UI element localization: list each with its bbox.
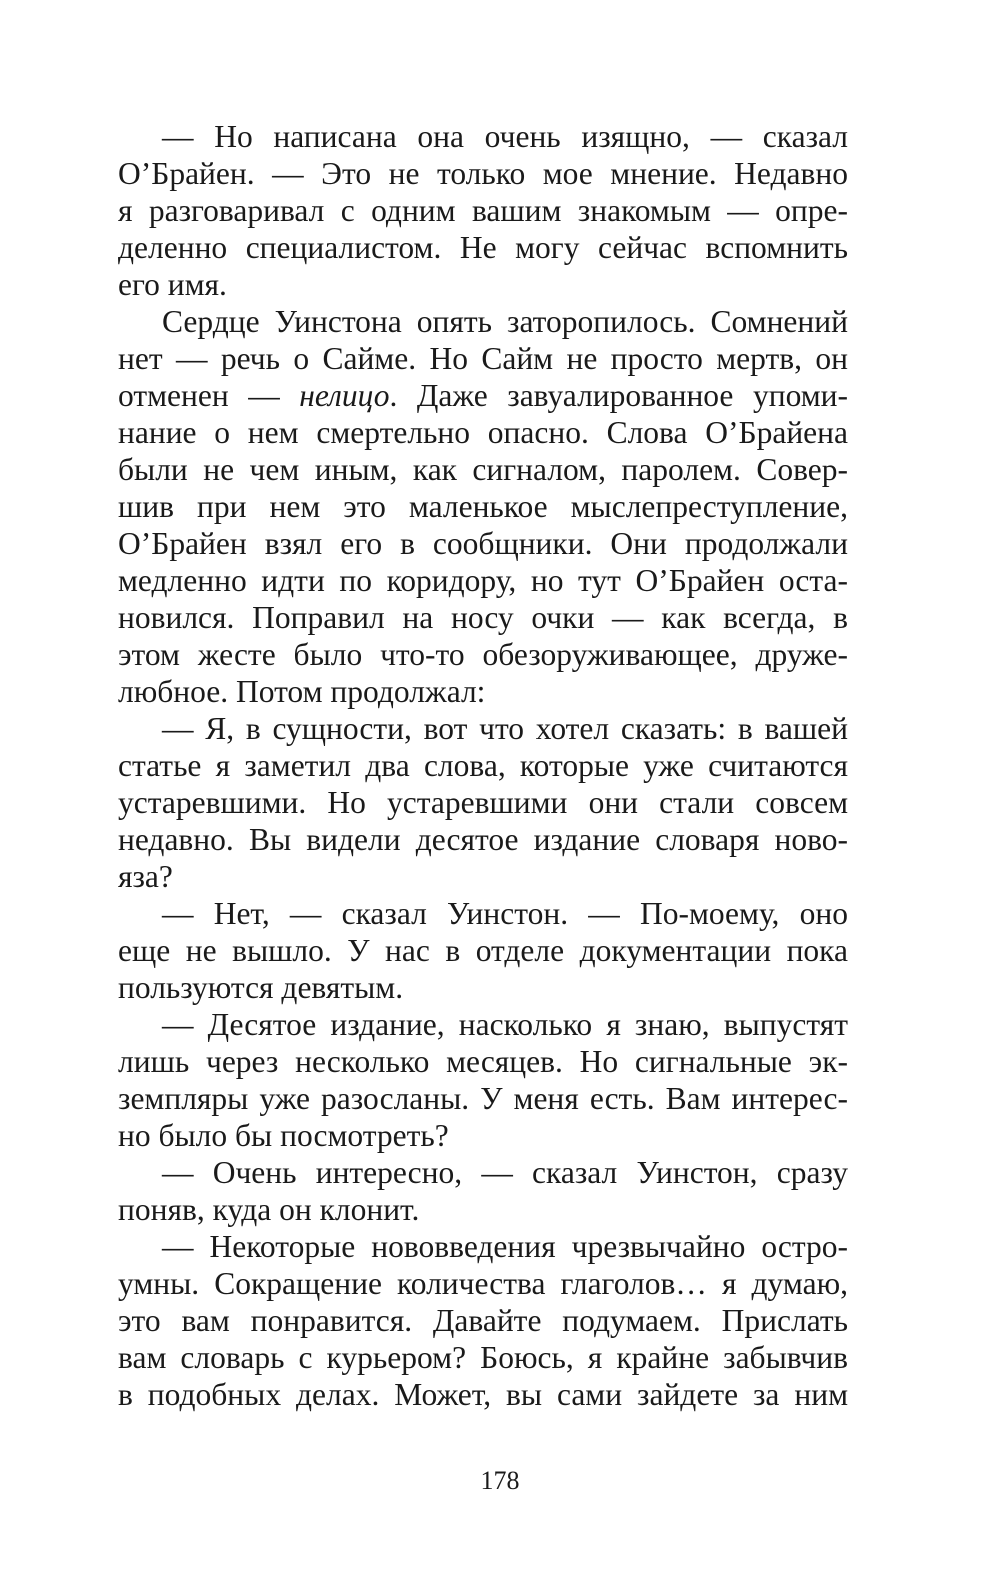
text-line: поняв, куда он клонит.: [118, 1192, 420, 1227]
body-text: [118, 118, 848, 1413]
text-line: в подобных делах. Может, вы сами зайдете за ним: [118, 1377, 848, 1412]
text-line: пользуются девятым.: [118, 970, 404, 1005]
text-segment: . Даже завуалированное упоми-: [389, 378, 848, 413]
text-line: — Но написана она очень изящно, — сказал: [162, 119, 848, 154]
text-line: любное. Потом продолжал:: [118, 674, 486, 709]
text-line: новился. Поправил на носу очки — как всегда, в: [118, 600, 848, 635]
text-line: — Десятое издание, насколько я знаю, выпустят: [162, 1007, 848, 1042]
text-line: нание о нем смертельно опасно. Слова О’Брайена: [118, 415, 848, 450]
text-line: недавно. Вы видели десятое издание словаря ново-: [118, 822, 848, 857]
text-line: его имя.: [118, 267, 227, 302]
text-line: — Нет, — сказал Уинстон. — По-моему, оно: [162, 896, 848, 931]
text-line: но было бы посмотреть?: [118, 1118, 449, 1153]
text-line: лишь через несколько месяцев. Но сигнальные эк-: [118, 1044, 848, 1079]
text-line: деленно специалистом. Не могу сейчас вспомнить: [118, 230, 848, 265]
italic-term: нелицо: [299, 378, 390, 413]
text-line: умны. Сокращение количества глаголов… я думаю,: [118, 1266, 848, 1301]
text-line: устаревшими. Но устаревшими они стали совсем: [118, 785, 848, 820]
text-line: О’Брайен. — Это не только мое мнение. Недавно: [118, 156, 848, 191]
text-line: О’Брайен взял его в сообщники. Они продолжали: [118, 526, 848, 561]
text-line: были не чем иным, как сигналом, паролем. Совер-: [118, 452, 848, 487]
text-line: медленно идти по коридору, но тут О’Брайен оста-: [118, 563, 848, 598]
text-line: этом жесте было что-то обезоруживающее, друже-: [118, 637, 848, 672]
text-line: Сердце Уинстона опять заторопилось. Сомнений: [162, 304, 848, 339]
text-line: шив при нем это маленькое мыслепреступление,: [118, 489, 848, 524]
text-line: вам словарь с курьером? Боюсь, я крайне забывчив: [118, 1340, 848, 1375]
text-line: еще не вышло. У нас в отделе документации пока: [118, 933, 848, 968]
page-number: 178: [480, 1466, 520, 1495]
text-segment: отменен —: [118, 378, 300, 413]
text-line: — Очень интересно, — сказал Уинстон, сразу: [162, 1155, 848, 1190]
text-line: [118, 377, 848, 414]
text-line: яза?: [118, 859, 173, 894]
text-line: я разговаривал с одним вашим знакомым — опре-: [118, 193, 848, 228]
text-line: — Некоторые нововведения чрезвычайно остро-: [162, 1229, 848, 1264]
text-line: земпляры уже разосланы. У меня есть. Вам интерес-: [118, 1081, 848, 1116]
text-line: — Я, в сущности, вот что хотел сказать: в вашей: [162, 711, 848, 746]
text-line: нет — речь о Сайме. Но Сайм не просто мертв, он: [118, 341, 848, 376]
text-line: статье я заметил два слова, которые уже считаются: [118, 748, 848, 783]
text-line: это вам понравится. Давайте подумаем. Прислать: [118, 1303, 848, 1338]
